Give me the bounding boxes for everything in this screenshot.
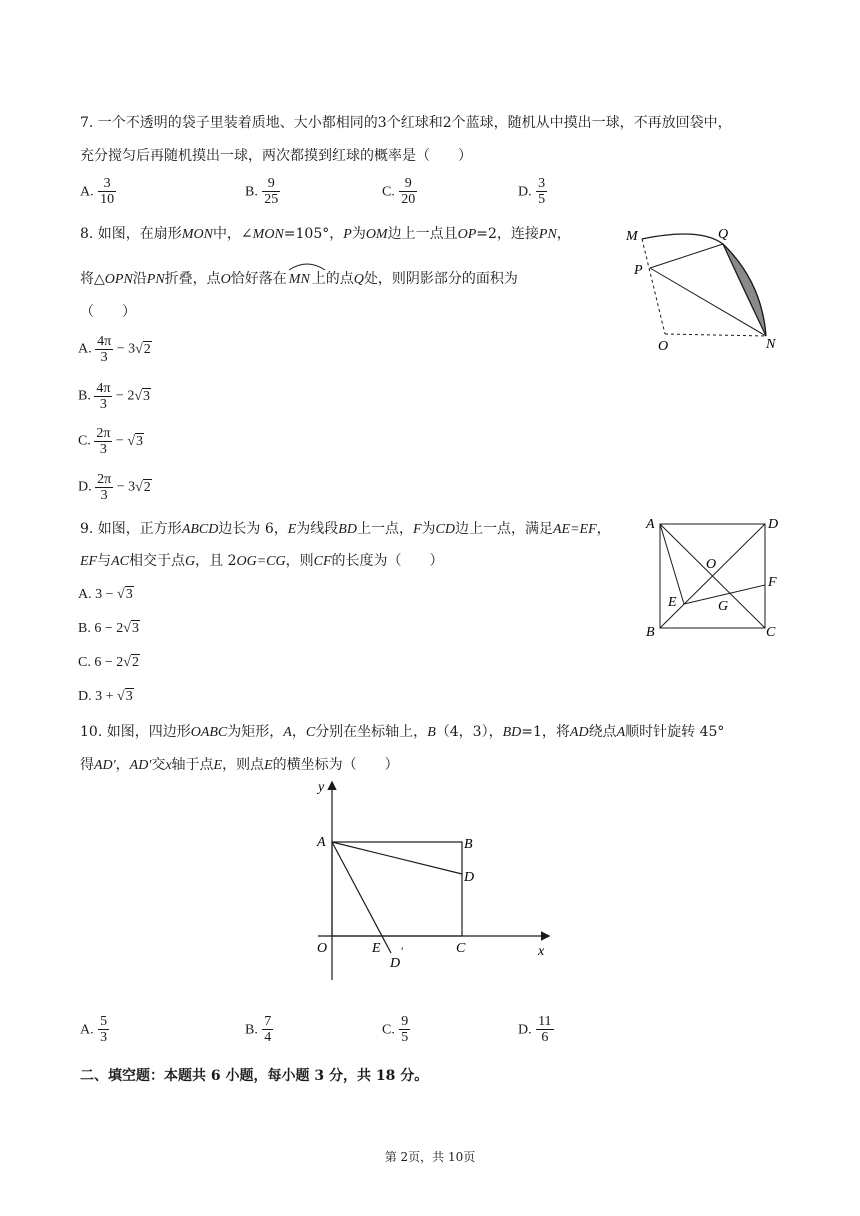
label-o: O bbox=[706, 557, 717, 572]
section-heading-fill-in: 二、填空题：本题共 6 小题，每小题 3 分，共 18 分。 bbox=[80, 1068, 429, 1084]
label-x: x bbox=[538, 944, 545, 959]
q8-option-c: C. $\frac{2\pi}{3}$ − √3 bbox=[78, 426, 144, 457]
q7-option-b: B. $\frac{9}{25}$ bbox=[245, 176, 279, 207]
q10-line2: 得AD'，AD'交x轴于点E，则点E的横坐标为（ ） bbox=[80, 757, 399, 773]
q9-option-b: B. 6 − 2√3 bbox=[78, 621, 139, 636]
label-b: B bbox=[464, 837, 473, 852]
q8-sector-figure bbox=[620, 222, 790, 357]
q10-option-c: C. $\frac{9}{5}$ bbox=[382, 1014, 409, 1045]
rectangle-oabc bbox=[332, 842, 462, 936]
q8-paren: （ ） bbox=[80, 304, 136, 320]
q10-option-a: A. $\frac{5}{3}$ bbox=[80, 1014, 108, 1045]
q8-option-b: B. $\frac{4\pi}{3}$ − 2√3 bbox=[78, 381, 151, 412]
label-d-prime: D bbox=[390, 956, 401, 971]
q8-option-d: D. $\frac{2\pi}{3}$ − 3√2 bbox=[78, 472, 151, 503]
q8-line2: 将△OPN沿PN折叠，点O恰好落在 MN 上的点Q处，则阴影部分的面积为 bbox=[80, 263, 518, 290]
label-prime-mark: ′ bbox=[401, 944, 404, 958]
label-g: G bbox=[718, 599, 729, 614]
label-n: N bbox=[766, 337, 776, 352]
q9-option-c: C. 6 − 2√2 bbox=[78, 655, 139, 670]
label-f: F bbox=[768, 575, 777, 590]
label-e: E bbox=[372, 941, 381, 956]
label-c: C bbox=[766, 625, 776, 640]
segment-ad bbox=[332, 842, 462, 874]
label-c: C bbox=[456, 941, 466, 956]
page-footer: 第 2页，共 10页 bbox=[384, 1150, 476, 1164]
q7-option-c: C. $\frac{9}{20}$ bbox=[382, 176, 416, 207]
q7-line2: 充分搅匀后再随机摸出一球，两次都摸到红球的概率是（ ） bbox=[80, 148, 472, 164]
segment-on bbox=[665, 334, 766, 336]
label-o: O bbox=[658, 339, 669, 354]
q10-option-d: D. $\frac{11}{6}$ bbox=[518, 1014, 552, 1045]
label-d: D bbox=[768, 517, 779, 532]
q9-line1: 9. 如图，正方形ABCD边长为 6，E为线段BD上一点，F为CD边上一点，满足AE=EF， bbox=[80, 521, 611, 537]
arc-mn: MN bbox=[287, 263, 312, 290]
q9-line2: EF与AC相交于点G，且 2OG=CG，则CF的长度为（ ） bbox=[80, 553, 444, 569]
label-m: M bbox=[626, 229, 638, 244]
q9-option-d: D. 3 + √3 bbox=[78, 689, 133, 704]
q8-line1: 8. 如图，在扇形MON中，∠MON=105°，P为OM边上一点且OP=2，连接PN， bbox=[80, 226, 571, 242]
segment-qn bbox=[723, 244, 766, 336]
label-p: P bbox=[634, 263, 643, 278]
segment-pq bbox=[650, 244, 723, 268]
label-q: Q bbox=[718, 227, 729, 242]
q9-square-figure bbox=[640, 512, 790, 642]
q10-coordinate-figure bbox=[300, 775, 560, 985]
label-b: B bbox=[646, 625, 655, 640]
label-o: O bbox=[317, 941, 328, 956]
q7-line1: 7. 一个不透明的袋子里装着质地、大小都相同的3个红球和2个蓝球，随机从中摸出一球，不再放回袋中， bbox=[80, 115, 732, 131]
label-d: D bbox=[464, 870, 475, 885]
q7-option-a: A. $\frac{3}{10}$ bbox=[80, 176, 115, 207]
q9-option-a: A. 3 − √3 bbox=[78, 587, 133, 602]
q10-line1: 10. 如图，四边形OABC为矩形，A，C分别在坐标轴上，B（4，3），BD=1，将AD绕点A顺时针旋转 45° bbox=[80, 724, 725, 740]
label-a: A bbox=[646, 517, 655, 532]
q8-option-a: A. $\frac{4\pi}{3}$ − 3√2 bbox=[78, 334, 151, 365]
label-a: A bbox=[317, 835, 326, 850]
label-e: E bbox=[668, 595, 677, 610]
label-y: y bbox=[318, 780, 325, 795]
q10-option-b: B. $\frac{7}{4}$ bbox=[245, 1014, 272, 1045]
q7-option-d: D. $\frac{3}{5}$ bbox=[518, 176, 546, 207]
segment-om bbox=[642, 239, 665, 334]
